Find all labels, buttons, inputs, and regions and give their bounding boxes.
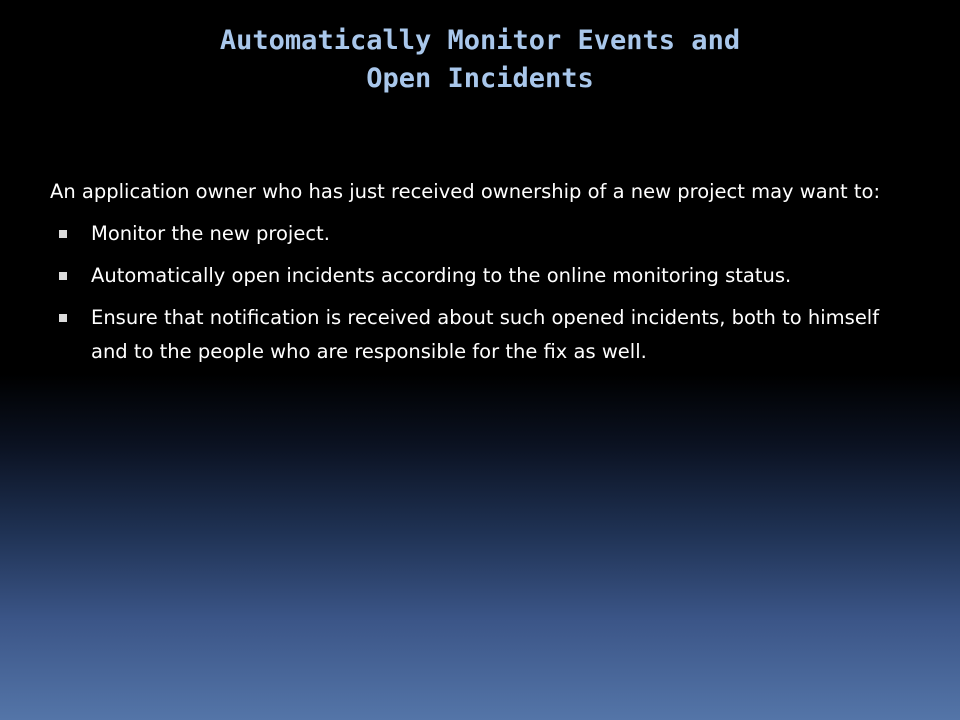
bullet-text: Ensure that notification is received about such opened incidents, both to himself and to the people who are responsible for the fix as well.	[91, 306, 880, 363]
slide-title-line-2: Open Incidents	[366, 63, 594, 94]
bullet-list	[50, 217, 920, 369]
square-bullet-icon	[59, 314, 67, 322]
square-bullet-icon	[59, 230, 67, 238]
slide-title	[0, 22, 960, 98]
bullet-item	[50, 217, 920, 251]
bullet-item	[50, 301, 920, 369]
bullet-text: Monitor the new project.	[91, 222, 330, 245]
intro-paragraph: An application owner who has just received ownership of a new project may want to:	[50, 180, 881, 203]
slide-title-line-1: Automatically Monitor Events and	[219, 25, 741, 56]
slide-body	[50, 175, 920, 377]
bullet-item	[50, 259, 920, 293]
bullet-text: Automatically open incidents according to the online monitoring status.	[91, 264, 792, 287]
square-bullet-icon	[59, 272, 67, 280]
